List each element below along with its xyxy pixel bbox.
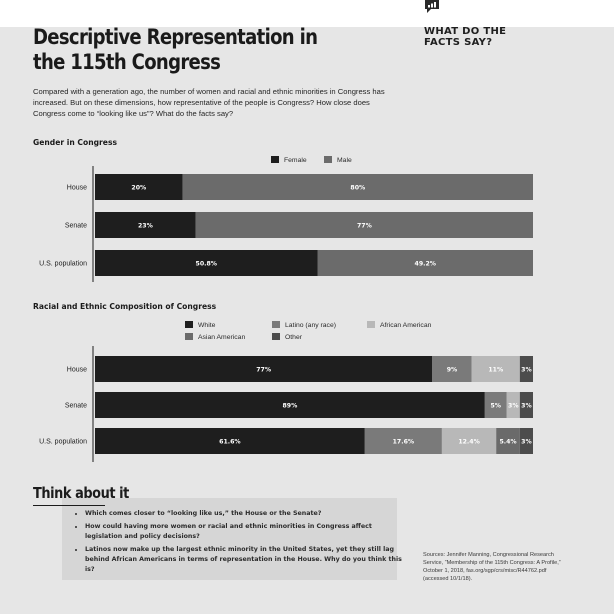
data-label: 3%: [521, 402, 532, 410]
legend-swatch: [271, 156, 279, 163]
chat-bar-chart-icon: [424, 0, 440, 14]
top-bar: [0, 0, 614, 27]
data-label: 80%: [350, 184, 366, 192]
data-label: 5.4%: [499, 438, 517, 446]
category-label: House: [66, 184, 87, 192]
legend-item: [367, 321, 431, 330]
data-label: 49.2%: [414, 260, 436, 268]
legend-swatch: [185, 321, 193, 328]
data-label: 77%: [356, 222, 372, 230]
legend-swatch: [367, 321, 375, 328]
data-label: 12.4%: [458, 438, 480, 446]
legend-item: [272, 321, 336, 330]
page-title: Descriptive Representation in the 115th Congress: [33, 25, 318, 74]
legend-swatch: [324, 156, 332, 163]
legend-label: Asian American: [198, 334, 246, 341]
think-about-it-title: Think about it: [33, 484, 129, 502]
think-question-list: [75, 509, 403, 578]
legend-label: African American: [380, 322, 432, 329]
legend-label: White: [198, 322, 216, 329]
data-label: 20%: [131, 184, 147, 192]
data-label: 3%: [521, 366, 532, 374]
category-label: Senate: [64, 222, 87, 230]
legend-item: [271, 156, 307, 165]
data-label: 3%: [521, 438, 532, 446]
data-label: 23%: [137, 222, 153, 230]
data-label: 17.6%: [392, 438, 415, 446]
legend-label: Female: [284, 157, 307, 164]
gender-chart: [0, 166, 614, 282]
think-question: • How could having more women or racial and ethnic minorities in Congress affect legislation and policy decisions?: [85, 522, 403, 542]
category-label: U.S. population: [39, 438, 87, 446]
legend-swatch: [185, 333, 193, 340]
race-chart: [0, 346, 614, 462]
data-label: 61.6%: [219, 438, 241, 446]
think-question: • Which comes closer to “looking like us,” the House or the Senate?: [85, 509, 403, 519]
data-label: 5%: [490, 402, 502, 410]
data-label: 89%: [282, 402, 298, 410]
category-label: U.S. population: [39, 260, 87, 268]
legend-item: [185, 333, 245, 342]
data-label: 50.8%: [195, 260, 217, 268]
data-label: 3%: [508, 402, 519, 410]
intro-paragraph: Compared with a generation ago, the number of women and racial and ethnic minorities in Congress has increased. But on these dimensions, how representative of the people is Congress? How close does Congress come to “looking like us”? What do the facts say?: [33, 87, 385, 119]
legend-item: [324, 156, 352, 165]
think-question: • Latinos now make up the largest ethnic minority in the United States, yet they still lag behind African Americans in terms of representation in the House. Why do you think this is?: [85, 545, 403, 575]
legend-item: [272, 333, 302, 342]
gender-section-title: Gender in Congress: [33, 138, 117, 147]
legend-label: Latino (any race): [285, 322, 337, 329]
category-label: Senate: [64, 402, 87, 410]
think-title-underline: [33, 505, 105, 506]
brand-label: WHAT DO THE FACTS SAY?: [424, 26, 507, 48]
data-label: 9%: [446, 366, 458, 374]
legend-label: Male: [337, 157, 352, 164]
legend-swatch: [272, 321, 280, 328]
sources-note: Sources: Jennifer Manning, Congressional Research Service, “Membership of the 115th Congress: A Profile,” October 1, 2018, fas.org/sgp/crs/misc/R44762.pdf (accessed 10/1/18).: [423, 552, 561, 582]
legend-item: [185, 321, 215, 330]
legend-label: Other: [285, 334, 302, 341]
data-label: 11%: [488, 366, 504, 374]
category-label: House: [66, 366, 87, 374]
legend-swatch: [272, 333, 280, 340]
data-label: 77%: [256, 366, 272, 374]
race-section-title: Racial and Ethnic Composition of Congress: [33, 302, 217, 311]
